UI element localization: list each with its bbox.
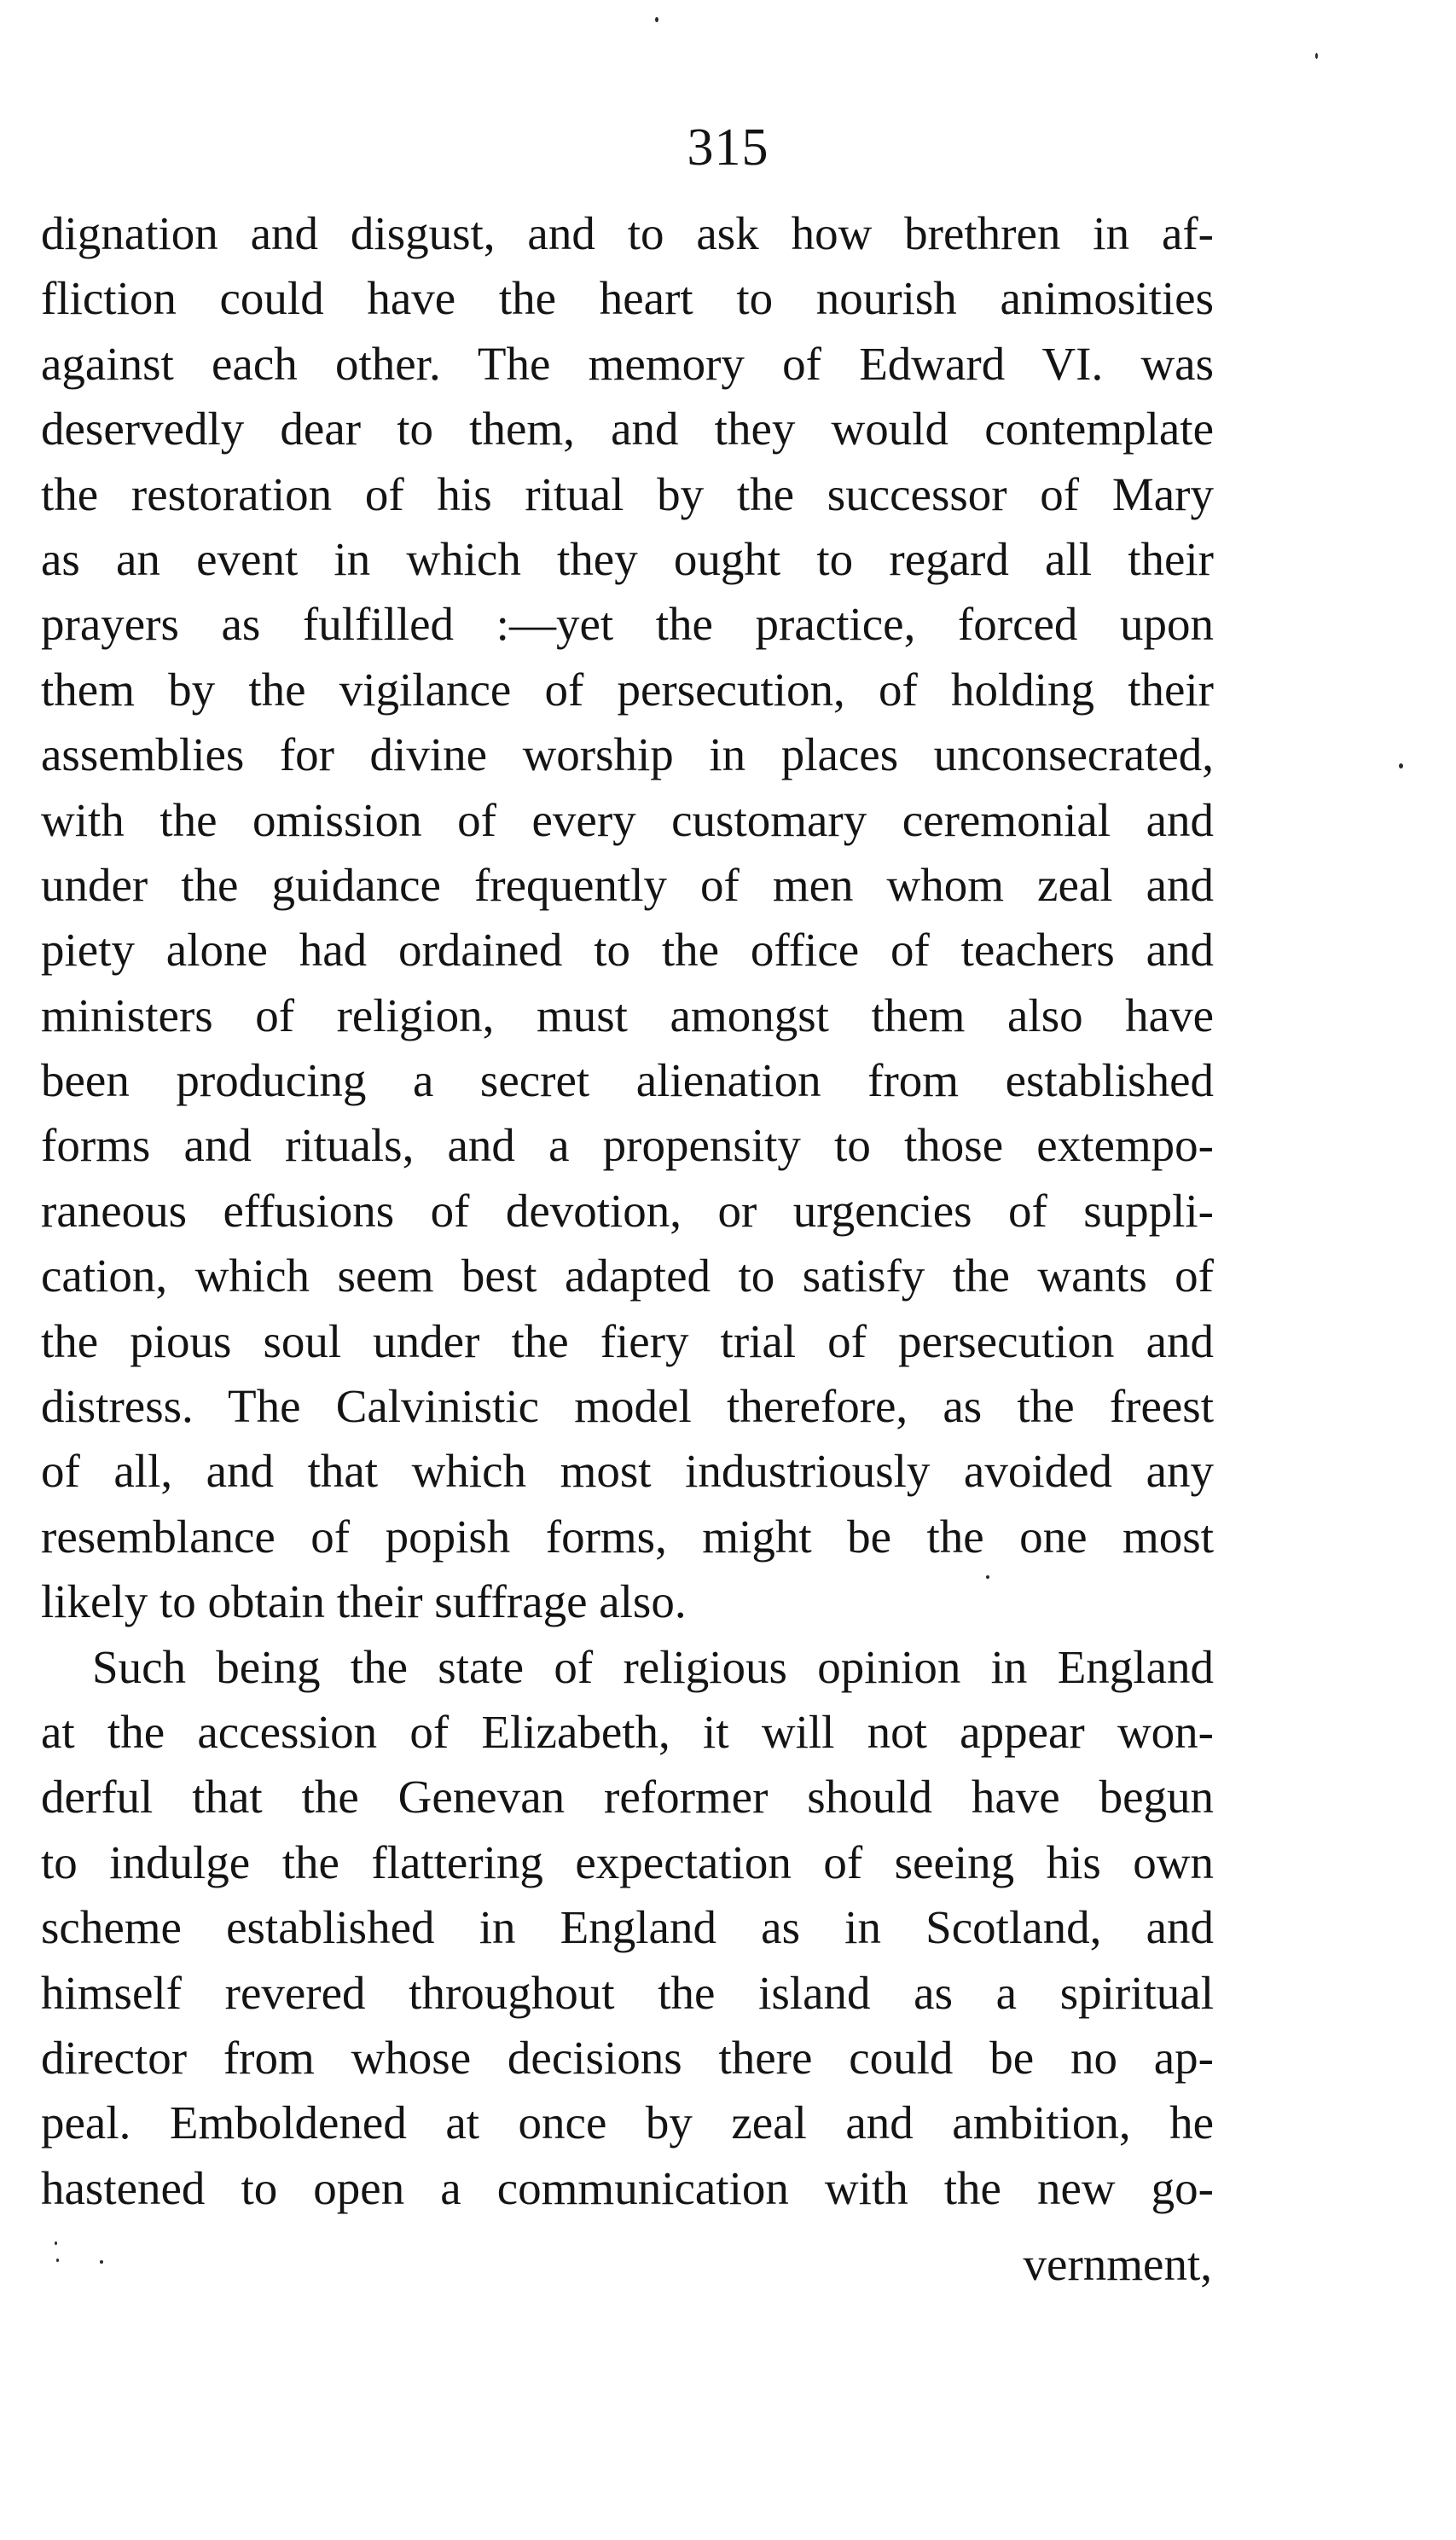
- text-line: director from whose decisions there could be no ap-: [41, 2031, 1214, 2084]
- text-line: piety alone had ordained to the office of teachers and: [41, 924, 1214, 977]
- text-line: Such being the state of religious opinion in England: [92, 1640, 1214, 1693]
- page-number: 315: [687, 119, 769, 177]
- text-line: hastened to open a communication with the new go-: [41, 2161, 1214, 2214]
- text-line: them by the vigilance of persecution, of holding their: [41, 663, 1214, 716]
- text-line: derful that the Genevan reformer should have begun: [41, 1771, 1214, 1824]
- text-line: prayers as fulfilled :—yet the practice, forced upon: [41, 598, 1214, 651]
- text-line: as an event in which they ought to regard all their: [41, 532, 1214, 585]
- ink-speck: [55, 2241, 57, 2245]
- text-line: peal. Emboldened at once by zeal and ambition, he: [41, 2096, 1214, 2149]
- text-line: scheme established in England as in Scotland, and: [41, 1901, 1214, 1954]
- text-line: the pious soul under the fiery trial of persecution and: [41, 1314, 1214, 1367]
- ink-speck: [1315, 53, 1318, 59]
- ink-speck: [56, 2259, 59, 2262]
- ink-speck: [100, 2260, 103, 2264]
- text-line: likely to obtain their suffrage also.: [41, 1575, 687, 1628]
- text-line: ministers of religion, must amongst them also have: [41, 989, 1214, 1041]
- text-line: cation, which seem best adapted to satisfy the wants of: [41, 1250, 1214, 1302]
- text-line: deservedly dear to them, and they would contemplate: [41, 403, 1214, 455]
- catchword: vernment,: [1023, 2238, 1212, 2290]
- text-line: himself revered throughout the island as a spiritual: [41, 1966, 1214, 2019]
- ink-speck: [986, 1575, 989, 1579]
- ink-speck: [655, 17, 658, 22]
- text-line: to indulge the flattering expectation of seeing his own: [41, 1835, 1214, 1888]
- ink-speck: [1399, 763, 1403, 768]
- text-line: the restoration of his ritual by the successor of Mary: [41, 467, 1214, 520]
- text-line: fliction could have the heart to nourish animosities: [41, 272, 1214, 325]
- text-line: against each other. The memory of Edward VI. was: [41, 337, 1214, 390]
- text-line: dignation and disgust, and to ask how brethren in af-: [41, 207, 1214, 259]
- text-line: at the accession of Elizabeth, it will not appear won-: [41, 1705, 1214, 1758]
- text-line: forms and rituals, and a propensity to those extempo-: [41, 1119, 1214, 1172]
- text-line: raneous effusions of devotion, or urgencies of suppli-: [41, 1184, 1214, 1237]
- text-line: of all, and that which most industriously avoided any: [41, 1445, 1214, 1498]
- text-line: with the omission of every customary ceremonial and: [41, 793, 1214, 846]
- text-line: been producing a secret alienation from established: [41, 1054, 1214, 1107]
- text-line: under the guidance frequently of men whom zeal and: [41, 858, 1214, 911]
- body-text: [41, 201, 1214, 2221]
- text-line: resemblance of popish forms, might be the one most: [41, 1510, 1214, 1563]
- text-line: distress. The Calvinistic model therefore, as the freest: [41, 1380, 1214, 1433]
- text-line: assemblies for divine worship in places unconsecrated,: [41, 728, 1214, 781]
